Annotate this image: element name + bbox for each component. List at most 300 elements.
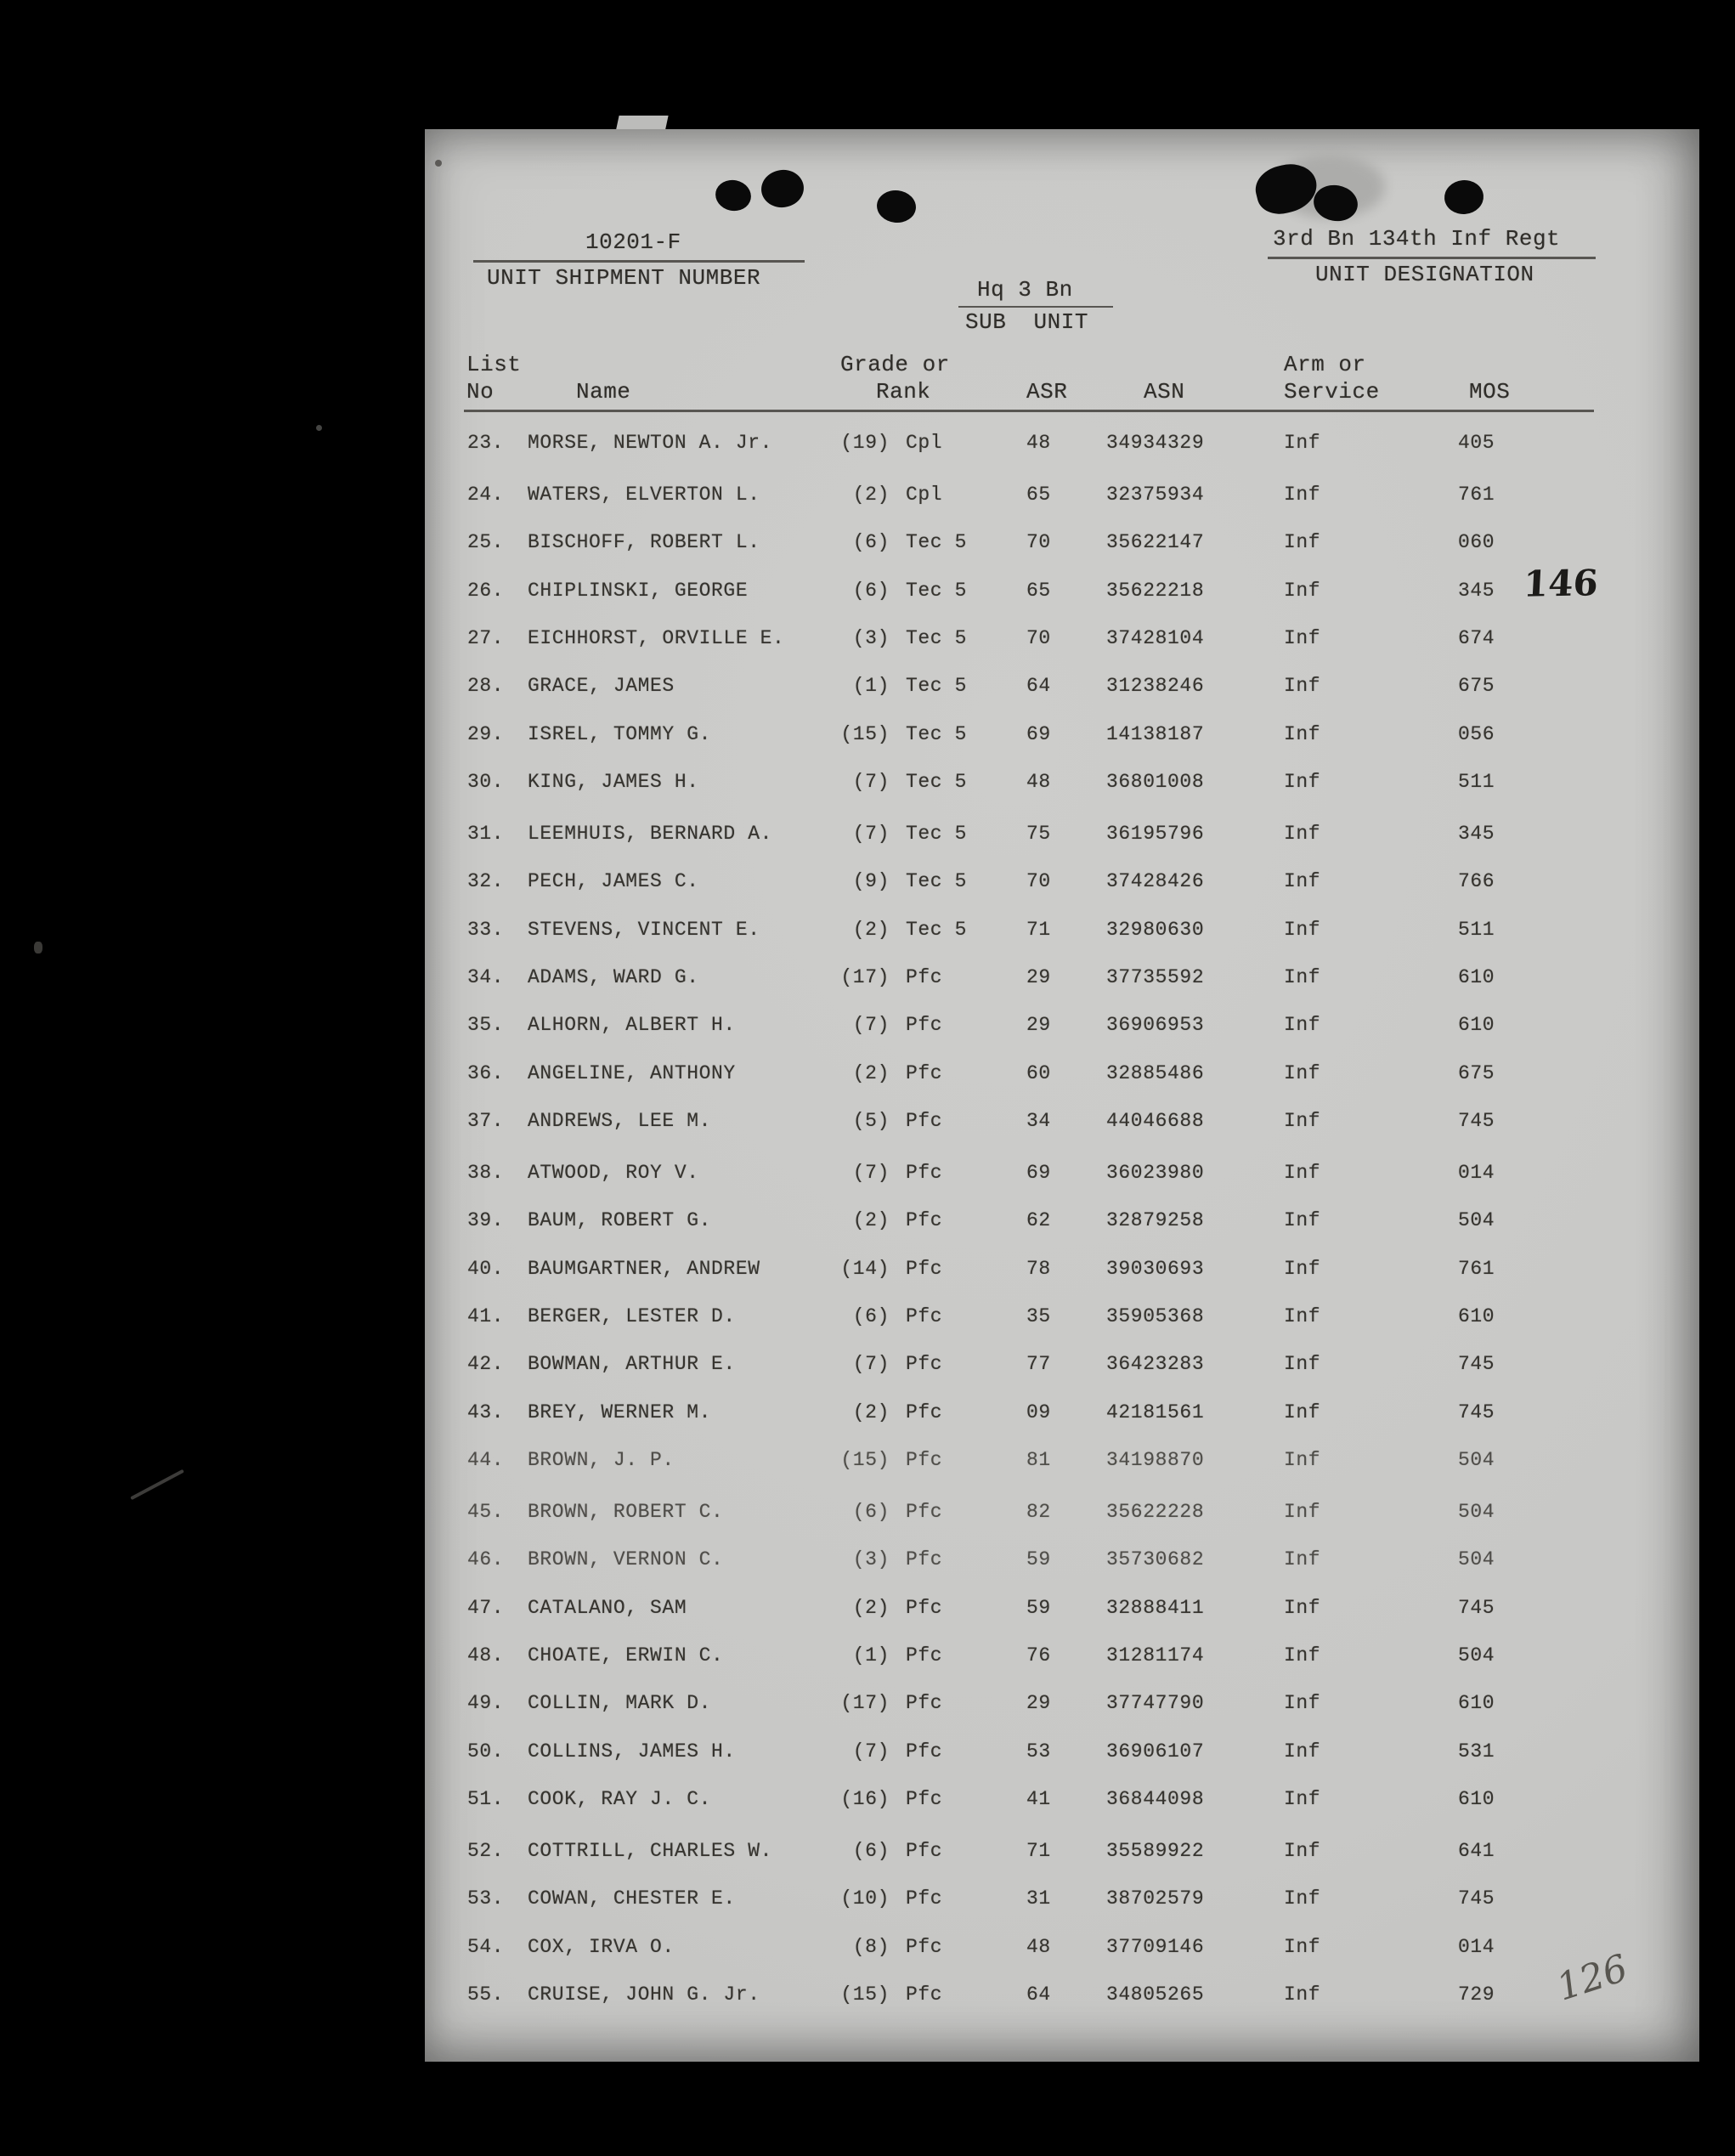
cell-rank: Tec 5	[906, 823, 968, 846]
cell-arm: Inf	[1284, 1887, 1321, 1910]
cell-name: BOWMAN, ARTHUR E.	[528, 1353, 736, 1376]
cell-asn: 36906107	[1106, 1740, 1205, 1763]
cell-name: PECH, JAMES C.	[528, 870, 699, 893]
cell-asn: 36423283	[1106, 1353, 1205, 1376]
ink-blot	[875, 189, 918, 225]
cell-asr: 81	[1026, 1448, 1051, 1471]
cell-asn: 36906953	[1106, 1014, 1205, 1037]
cell-asn: 37747790	[1106, 1692, 1205, 1715]
cell-name: CHIPLINSKI, GEORGE	[528, 579, 749, 602]
cell-asr: 60	[1026, 1061, 1051, 1084]
cell-asr: 48	[1026, 431, 1051, 454]
cell-asn: 14138187	[1106, 722, 1205, 745]
cell-mos: 745	[1458, 1596, 1495, 1619]
cell-name: BREY, WERNER M.	[528, 1401, 712, 1423]
table-row	[425, 580, 1699, 605]
cell-asn: 32888411	[1106, 1596, 1205, 1619]
cell-no: 50.	[467, 1740, 505, 1763]
table-row	[425, 1110, 1699, 1135]
cell-no: 30.	[467, 770, 505, 793]
cell-name: ALHORN, ALBERT H.	[528, 1014, 736, 1037]
cell-arm: Inf	[1284, 1305, 1321, 1327]
ink-blot	[759, 167, 806, 211]
cell-arm: Inf	[1284, 1596, 1321, 1619]
cell-mos: 345	[1458, 579, 1495, 602]
column-header-asn: ASN	[1144, 379, 1185, 405]
cell-rank: Tec 5	[906, 579, 968, 602]
cell-rank: Pfc	[906, 1692, 943, 1715]
column-header-name: Name	[576, 379, 631, 405]
cell-name: BROWN, VERNON C.	[528, 1548, 724, 1571]
cell-grade: (2)	[852, 1596, 890, 1619]
cell-asn: 35622218	[1106, 579, 1205, 602]
cell-no: 46.	[467, 1548, 505, 1571]
cell-mos: 345	[1458, 823, 1495, 846]
cell-asr: 77	[1026, 1353, 1051, 1376]
cell-mos: 610	[1458, 1692, 1495, 1715]
cell-asn: 39030693	[1106, 1257, 1205, 1280]
cell-no: 49.	[467, 1692, 505, 1715]
cell-arm: Inf	[1284, 1353, 1321, 1376]
cell-mos: 504	[1458, 1448, 1495, 1471]
cell-asn: 32980630	[1106, 918, 1205, 941]
cell-arm: Inf	[1284, 1692, 1321, 1715]
cell-no: 26.	[467, 579, 505, 602]
cell-mos: 745	[1458, 1353, 1495, 1376]
cell-arm: Inf	[1284, 579, 1321, 602]
cell-asr: 31	[1026, 1887, 1051, 1910]
cell-name: BERGER, LESTER D.	[528, 1305, 736, 1327]
cell-arm: Inf	[1284, 823, 1321, 846]
ink-blot	[1443, 178, 1484, 216]
cell-arm: Inf	[1284, 531, 1321, 554]
handwritten-stamp-number: 146	[1522, 562, 1600, 605]
cell-rank: Pfc	[906, 1209, 943, 1232]
cell-asn: 34934329	[1106, 431, 1205, 454]
cell-mos: 610	[1458, 966, 1495, 988]
cell-grade: (15)	[840, 1983, 890, 2006]
cell-rank: Pfc	[906, 1787, 943, 1810]
table-row	[425, 1209, 1699, 1235]
cell-no: 48.	[467, 1644, 505, 1667]
cell-no: 45.	[467, 1501, 505, 1524]
underline-designation	[1268, 257, 1596, 259]
cell-asr: 69	[1026, 722, 1051, 745]
cell-no: 32.	[467, 870, 505, 893]
cell-grade: (17)	[840, 966, 890, 988]
cell-name: GRACE, JAMES	[528, 675, 675, 698]
cell-grade: (15)	[840, 722, 890, 745]
cell-arm: Inf	[1284, 1548, 1321, 1571]
cell-rank: Cpl	[906, 484, 943, 506]
cell-asr: 53	[1026, 1740, 1051, 1763]
column-header-arm: Arm or	[1284, 352, 1366, 377]
cell-asr: 41	[1026, 1787, 1051, 1810]
cell-asr: 69	[1026, 1162, 1051, 1185]
cell-arm: Inf	[1284, 431, 1321, 454]
underline-sub-unit	[958, 306, 1113, 308]
cell-arm: Inf	[1284, 1983, 1321, 2006]
column-header-grade: Grade or	[840, 352, 950, 377]
cell-asn: 36195796	[1106, 823, 1205, 846]
cell-no: 54.	[467, 1935, 505, 1958]
table-row	[425, 966, 1699, 992]
cell-no: 40.	[467, 1257, 505, 1280]
cell-no: 34.	[467, 966, 505, 988]
cell-name: COWAN, CHESTER E.	[528, 1887, 736, 1910]
cell-rank: Pfc	[906, 1548, 943, 1571]
cell-asn: 34198870	[1106, 1448, 1205, 1471]
cell-arm: Inf	[1284, 1061, 1321, 1084]
column-header-list: List	[466, 352, 522, 377]
table-row	[425, 870, 1699, 896]
cell-arm: Inf	[1284, 1740, 1321, 1763]
table-row	[425, 1449, 1699, 1474]
column-header-asr: ASR	[1026, 379, 1068, 405]
cell-asr: 71	[1026, 918, 1051, 941]
table-row	[425, 771, 1699, 796]
cell-mos: 675	[1458, 675, 1495, 698]
cell-no: 39.	[467, 1209, 505, 1232]
cell-asn: 32879258	[1106, 1209, 1205, 1232]
cell-mos: 641	[1458, 1840, 1495, 1863]
cell-mos: 745	[1458, 1887, 1495, 1910]
cell-grade: (19)	[840, 431, 890, 454]
cell-asn: 32885486	[1106, 1061, 1205, 1084]
cell-asr: 48	[1026, 1935, 1051, 1958]
cell-grade: (6)	[852, 1501, 890, 1524]
cell-asr: 78	[1026, 1257, 1051, 1280]
cell-rank: Tec 5	[906, 531, 968, 554]
cell-mos: 056	[1458, 722, 1495, 745]
cell-grade: (5)	[852, 1109, 890, 1132]
cell-mos: 761	[1458, 1257, 1495, 1280]
cell-grade: (2)	[852, 484, 890, 506]
cell-arm: Inf	[1284, 1501, 1321, 1524]
cell-no: 41.	[467, 1305, 505, 1327]
cell-rank: Pfc	[906, 1401, 943, 1423]
cell-asn: 32375934	[1106, 484, 1205, 506]
cell-mos: 504	[1458, 1644, 1495, 1667]
cell-no: 47.	[467, 1596, 505, 1619]
cell-no: 35.	[467, 1014, 505, 1037]
cell-no: 38.	[467, 1162, 505, 1185]
cell-no: 36.	[467, 1061, 505, 1084]
cell-no: 27.	[467, 627, 505, 649]
cell-name: ANDREWS, LEE M.	[528, 1109, 712, 1132]
cell-asr: 70	[1026, 531, 1051, 554]
sub-unit-label: SUB UNIT	[965, 309, 1088, 335]
cell-rank: Pfc	[906, 1740, 943, 1763]
cell-asn: 37735592	[1106, 966, 1205, 988]
cell-no: 29.	[467, 722, 505, 745]
table-row	[425, 627, 1699, 653]
cell-asn: 31281174	[1106, 1644, 1205, 1667]
table-row	[425, 1305, 1699, 1331]
cell-rank: Pfc	[906, 1501, 943, 1524]
cell-grade: (7)	[852, 1014, 890, 1037]
cell-arm: Inf	[1284, 1209, 1321, 1232]
cell-grade: (6)	[852, 579, 890, 602]
cell-arm: Inf	[1284, 675, 1321, 698]
cell-grade: (3)	[852, 1548, 890, 1571]
cell-asr: 34	[1026, 1109, 1051, 1132]
cell-asr: 64	[1026, 675, 1051, 698]
cell-asn: 31238246	[1106, 675, 1205, 698]
cell-arm: Inf	[1284, 1840, 1321, 1863]
cell-name: ISREL, TOMMY G.	[528, 722, 712, 745]
cell-name: ANGELINE, ANTHONY	[528, 1061, 736, 1084]
cell-asr: 70	[1026, 627, 1051, 649]
cell-arm: Inf	[1284, 918, 1321, 941]
cell-asr: 29	[1026, 966, 1051, 988]
cell-mos: 504	[1458, 1209, 1495, 1232]
cell-asr: 64	[1026, 1983, 1051, 2006]
cell-asn: 34805265	[1106, 1983, 1205, 2006]
dust-speck	[435, 160, 442, 167]
cell-no: 28.	[467, 675, 505, 698]
table-row	[425, 1548, 1699, 1574]
cell-name: CHOATE, ERWIN C.	[528, 1644, 724, 1667]
cell-rank: Pfc	[906, 1887, 943, 1910]
cell-no: 53.	[467, 1887, 505, 1910]
cell-grade: (7)	[852, 1353, 890, 1376]
cell-asn: 35730682	[1106, 1548, 1205, 1571]
cell-arm: Inf	[1284, 1787, 1321, 1810]
table-row	[425, 1353, 1699, 1378]
cell-grade: (14)	[840, 1257, 890, 1280]
cell-asr: 70	[1026, 870, 1051, 893]
cell-mos: 504	[1458, 1548, 1495, 1571]
underline-shipment	[473, 260, 805, 263]
cell-rank: Pfc	[906, 966, 943, 988]
cell-arm: Inf	[1284, 1014, 1321, 1037]
cell-asn: 37428104	[1106, 627, 1205, 649]
cell-rank: Pfc	[906, 1014, 943, 1037]
cell-asn: 35589922	[1106, 1840, 1205, 1863]
cell-name: COLLIN, MARK D.	[528, 1692, 712, 1715]
column-header-rank: Rank	[876, 379, 931, 405]
cell-rank: Pfc	[906, 1353, 943, 1376]
cell-grade: (7)	[852, 1740, 890, 1763]
unit-shipment-label: UNIT SHIPMENT NUMBER	[487, 265, 761, 291]
cell-name: ATWOOD, ROY V.	[528, 1162, 699, 1185]
table-row	[425, 1644, 1699, 1670]
table-row	[425, 675, 1699, 700]
table-row	[425, 1062, 1699, 1088]
cell-rank: Pfc	[906, 1983, 943, 2006]
table-row	[425, 1840, 1699, 1865]
cell-rank: Pfc	[906, 1448, 943, 1471]
cell-mos: 504	[1458, 1501, 1495, 1524]
cell-mos: 511	[1458, 918, 1495, 941]
cell-no: 23.	[467, 431, 505, 454]
cell-no: 31.	[467, 823, 505, 846]
cell-name: COLLINS, JAMES H.	[528, 1740, 736, 1763]
cell-mos: 610	[1458, 1787, 1495, 1810]
cell-arm: Inf	[1284, 1109, 1321, 1132]
cell-name: WATERS, ELVERTON L.	[528, 484, 760, 506]
cell-asr: 59	[1026, 1596, 1051, 1619]
cell-grade: (2)	[852, 1209, 890, 1232]
cell-rank: Pfc	[906, 1596, 943, 1619]
cell-grade: (10)	[840, 1887, 890, 1910]
cell-no: 51.	[467, 1787, 505, 1810]
cell-mos: 014	[1458, 1162, 1495, 1185]
cell-name: CRUISE, JOHN G. Jr.	[528, 1983, 760, 2006]
cell-mos: 531	[1458, 1740, 1495, 1763]
cell-asr: 71	[1026, 1840, 1051, 1863]
cell-mos: 060	[1458, 531, 1495, 554]
cell-no: 42.	[467, 1353, 505, 1376]
cell-rank: Pfc	[906, 1109, 943, 1132]
cell-no: 43.	[467, 1401, 505, 1423]
handwritten-page-number: 126	[1551, 1946, 1633, 2010]
column-header-mos: MOS	[1469, 379, 1511, 405]
cell-asn: 35622147	[1106, 531, 1205, 554]
cell-no: 52.	[467, 1840, 505, 1863]
cell-rank: Tec 5	[906, 870, 968, 893]
cell-rank: Cpl	[906, 431, 943, 454]
table-row	[425, 484, 1699, 509]
ink-blot	[713, 177, 754, 214]
cell-grade: (7)	[852, 1162, 890, 1185]
cell-grade: (6)	[852, 1305, 890, 1327]
cell-asr: 76	[1026, 1644, 1051, 1667]
cell-mos: 761	[1458, 484, 1495, 506]
cell-asr: 62	[1026, 1209, 1051, 1232]
cell-name: MORSE, NEWTON A. Jr.	[528, 431, 773, 454]
cell-no: 55.	[467, 1983, 505, 2006]
cell-mos: 745	[1458, 1401, 1495, 1423]
cell-rank: Pfc	[906, 1061, 943, 1084]
cell-name: BROWN, J. P.	[528, 1448, 675, 1471]
cell-grade: (16)	[840, 1787, 890, 1810]
cell-no: 33.	[467, 918, 505, 941]
cell-arm: Inf	[1284, 770, 1321, 793]
cell-asr: 29	[1026, 1692, 1051, 1715]
cell-grade: (9)	[852, 870, 890, 893]
cell-mos: 674	[1458, 627, 1495, 649]
cell-name: CATALANO, SAM	[528, 1596, 687, 1619]
table-row	[425, 531, 1699, 557]
cell-asr: 75	[1026, 823, 1051, 846]
cell-arm: Inf	[1284, 627, 1321, 649]
cell-asn: 37709146	[1106, 1935, 1205, 1958]
cell-arm: Inf	[1284, 1257, 1321, 1280]
cell-name: ADAMS, WARD G.	[528, 966, 699, 988]
cell-grade: (1)	[852, 1644, 890, 1667]
cell-arm: Inf	[1284, 722, 1321, 745]
cell-rank: Tec 5	[906, 918, 968, 941]
cell-grade: (3)	[852, 627, 890, 649]
cell-asr: 59	[1026, 1548, 1051, 1571]
scratch-mark	[130, 1469, 184, 1500]
cell-name: EICHHORST, ORVILLE E.	[528, 627, 785, 649]
cell-rank: Pfc	[906, 1305, 943, 1327]
cell-rank: Tec 5	[906, 675, 968, 698]
cell-no: 44.	[467, 1448, 505, 1471]
cell-name: KING, JAMES H.	[528, 770, 699, 793]
cell-arm: Inf	[1284, 1162, 1321, 1185]
cell-grade: (7)	[852, 770, 890, 793]
cell-grade: (6)	[852, 531, 890, 554]
table-row	[425, 1692, 1699, 1717]
cell-grade: (6)	[852, 1840, 890, 1863]
cell-grade: (8)	[852, 1935, 890, 1958]
cell-asr: 09	[1026, 1401, 1051, 1423]
cell-rank: Tec 5	[906, 722, 968, 745]
cell-rank: Tec 5	[906, 627, 968, 649]
cell-no: 24.	[467, 484, 505, 506]
table-row	[425, 1162, 1699, 1187]
cell-grade: (1)	[852, 675, 890, 698]
table-row	[425, 1597, 1699, 1622]
table-row	[425, 1014, 1699, 1039]
cell-asn: 36023980	[1106, 1162, 1205, 1185]
cell-name: LEEMHUIS, BERNARD A.	[528, 823, 773, 846]
table-row	[425, 432, 1699, 457]
cell-arm: Inf	[1284, 1935, 1321, 1958]
cell-arm: Inf	[1284, 1401, 1321, 1423]
cell-arm: Inf	[1284, 1644, 1321, 1667]
unit-designation-label: UNIT DESIGNATION	[1315, 262, 1534, 287]
cell-asn: 35905368	[1106, 1305, 1205, 1327]
cell-mos: 405	[1458, 431, 1495, 454]
cell-asr: 48	[1026, 770, 1051, 793]
unit-designation: 3rd Bn 134th Inf Regt	[1273, 226, 1561, 252]
document-sheet	[425, 129, 1699, 2062]
cell-no: 37.	[467, 1109, 505, 1132]
cell-grade: (2)	[852, 918, 890, 941]
table-row	[425, 919, 1699, 944]
header-underline	[464, 410, 1594, 412]
cell-rank: Pfc	[906, 1840, 943, 1863]
cell-rank: Pfc	[906, 1644, 943, 1667]
cell-mos: 675	[1458, 1061, 1495, 1084]
cell-arm: Inf	[1284, 484, 1321, 506]
table-row	[425, 1740, 1699, 1766]
dust-speck	[316, 425, 322, 431]
cell-no: 25.	[467, 531, 505, 554]
cell-rank: Tec 5	[906, 770, 968, 793]
table-row	[425, 1887, 1699, 1913]
cell-asn: 44046688	[1106, 1109, 1205, 1132]
cell-mos: 729	[1458, 1983, 1495, 2006]
cell-arm: Inf	[1284, 870, 1321, 893]
table-row	[425, 823, 1699, 848]
cell-rank: Pfc	[906, 1162, 943, 1185]
cell-rank: Pfc	[906, 1935, 943, 1958]
cell-name: BAUM, ROBERT G.	[528, 1209, 712, 1232]
column-header-no: No	[466, 379, 495, 405]
cell-asr: 82	[1026, 1501, 1051, 1524]
cell-asn: 37428426	[1106, 870, 1205, 893]
table-row	[425, 1501, 1699, 1526]
table-row	[425, 1401, 1699, 1427]
cell-asn: 36801008	[1106, 770, 1205, 793]
cell-mos: 511	[1458, 770, 1495, 793]
cell-asr: 29	[1026, 1014, 1051, 1037]
table-row	[425, 1788, 1699, 1814]
cell-name: STEVENS, VINCENT E.	[528, 918, 760, 941]
cell-asr: 65	[1026, 484, 1051, 506]
cell-asn: 36844098	[1106, 1787, 1205, 1810]
cell-name: COTTRILL, CHARLES W.	[528, 1840, 773, 1863]
cell-mos: 610	[1458, 1305, 1495, 1327]
cell-mos: 745	[1458, 1109, 1495, 1132]
table-row	[425, 723, 1699, 749]
